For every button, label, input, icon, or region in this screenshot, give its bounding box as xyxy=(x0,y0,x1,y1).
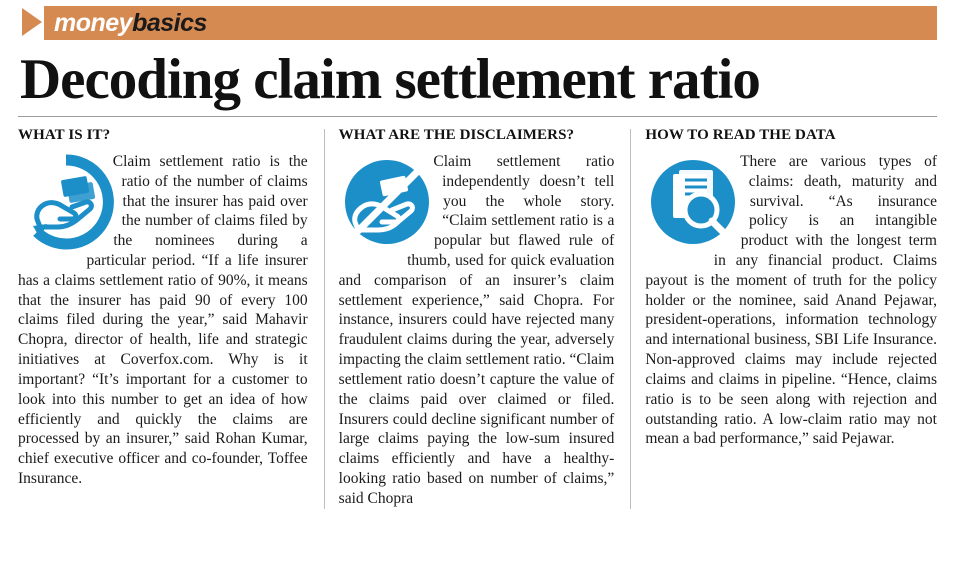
column-heading: WHAT IS IT? xyxy=(18,126,111,143)
article-columns xyxy=(18,127,937,509)
column-how-to-read xyxy=(631,127,937,509)
hand-holding-money-circle-icon xyxy=(18,154,114,250)
masthead-triangle-icon xyxy=(18,6,44,40)
column-heading: HOW TO READ THE DATA xyxy=(645,126,836,143)
masthead-word-money: money xyxy=(54,8,133,37)
page-title: Decoding claim settlement ratio xyxy=(20,48,760,111)
article-page xyxy=(0,6,955,577)
masthead-band xyxy=(44,6,937,40)
document-magnifier-circle-icon xyxy=(645,154,741,250)
column-disclaimers xyxy=(325,127,631,509)
headline-divider xyxy=(18,116,937,117)
no-cash-handout-circle-icon xyxy=(339,154,435,250)
column-body: Claim settlement ratio independently doesn’t tell you the whole story. “Claim settlement ratio is a popular but flawed rule of thumb, used for quick evaluation and comparison of an insurer’s claim settlement experience,” said Chopra. For instance, insurers could have rejected many fraudulent claims during the year, adversely impacting the claim settlement ratio. “Claim settlement ratio doesn’t capture the value of the claims paid over claimed or filed. Insurers could decline significant number of large claims paying the low-sum insured claims efficiently and have a healthy-looking ratio based on number of claims,” said Chopra xyxy=(338,152,615,507)
masthead-word-basics: basics xyxy=(132,8,207,37)
masthead xyxy=(18,6,937,40)
column-heading: WHAT ARE THE DISCLAIMERS? xyxy=(338,126,575,143)
column-body: Claim settlement ratio is the ratio of the number of claims that the insurer has paid over the number of claims filed by the nominees during a particular period. “If a life insurer has a claims settlement ratio of 90%, it means that the insurer has paid 90 of every 100 claims filed during the year,” said Mahavir Chopra, director of health, life and strategic initiatives at Coverfox.com. Why is it important? “It’s important for a customer to look into this number to get an idea of how efficiently and quickly the claims are processed by an insurer,” said Rohan Kumar, chief executive officer and co-founder, Toffee Insurance. xyxy=(18,152,308,488)
column-body: There are various types of claims: death, maturity and survival. “As insurance policy is an intangible product with the longest term in any financial product. Claims payout is the moment of truth for the policy holder or the nominee, said Anand Pejawar, president-operations, information technology and international business, SBI Life Insurance. Non-approved claims may include rejected claims and claims in pipeline. “Hence, claims ratio is to be seen along with rejection and outstanding ratio. A low-claim ratio may not mean a bad performance,” said Pejawar. xyxy=(645,152,937,448)
column-what-is-it xyxy=(18,127,324,509)
